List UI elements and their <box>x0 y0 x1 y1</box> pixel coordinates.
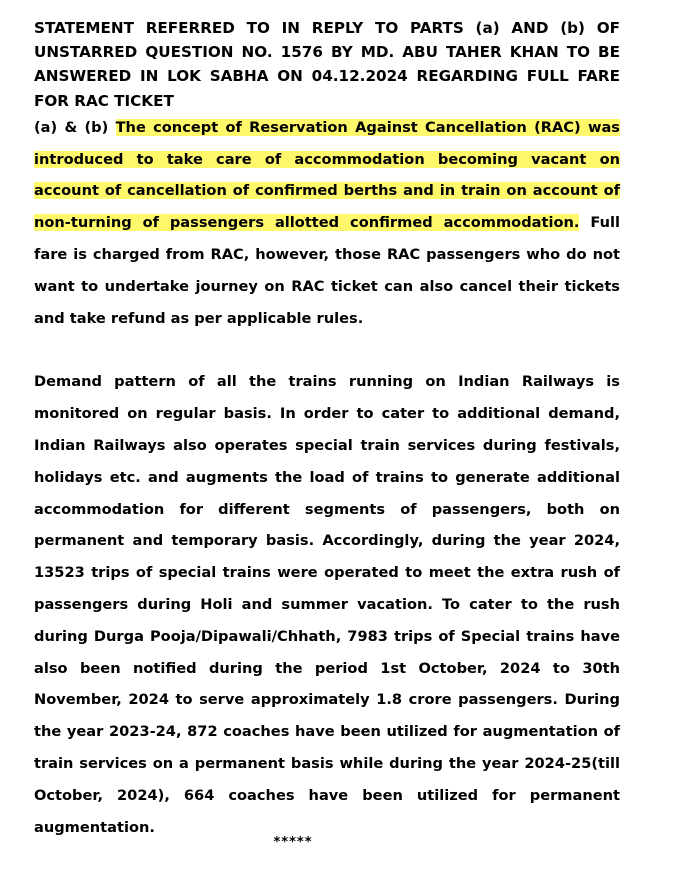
answer-paragraph-a-b <box>34 112 620 335</box>
statement-heading: STATEMENT REFERRED TO IN REPLY TO PARTS (a) AND (b) OF UNSTARRED QUESTION NO. 1576 BY MD. ABU TAHER KHAN TO BE ANSWERED IN LOK SABHA ON 04.12.2024 REGARDING FULL FARE FOR RAC TICKET <box>34 19 620 110</box>
highlighted-rac-concept: The concept of Reservation Against Cancellation (RAC) was introduced to take care of accommodation becoming vacant on account of cancellation of confirmed berths and in train on account of non-turning of passengers allotted confirmed accommodation. <box>34 118 620 232</box>
answer-parts-label: (a) & (b) <box>34 118 116 136</box>
full-fare-text: Full fare is charged from RAC, however, those RAC passengers who do not want to undertake journey on RAC ticket can also cancel their tickets and take refund as per applicable rules. <box>34 214 620 327</box>
demand-pattern-paragraph: Demand pattern of all the trains running on Indian Railways is monitored on regular basis. In order to cater to additional demand, Indian Railways also operates special train services during festivals, holidays etc. and augments the load of trains to generate additional accommodation for different segments of passengers, both on permanent and temporary basis. Accordingly, during the year 2024, 13523 trips of special trains were operated to meet the extra rush of passengers during Holi and summer vacation. To cater to the rush during Durga Pooja/Dipawali/Chhath, 7983 trips of Special trains have also been notified during the period 1st October, 2024 to 30th November, 2024 to serve approximately 1.8 crore passengers. During the year 2023-24, 872 coaches have been utilized for augmentation of train services on a permanent basis while during the year 2024-25(till October, 2024), 664 coaches have been utilized for permanent augmentation. <box>34 373 620 836</box>
end-marker: ***** <box>273 835 313 850</box>
document-page <box>34 16 620 843</box>
